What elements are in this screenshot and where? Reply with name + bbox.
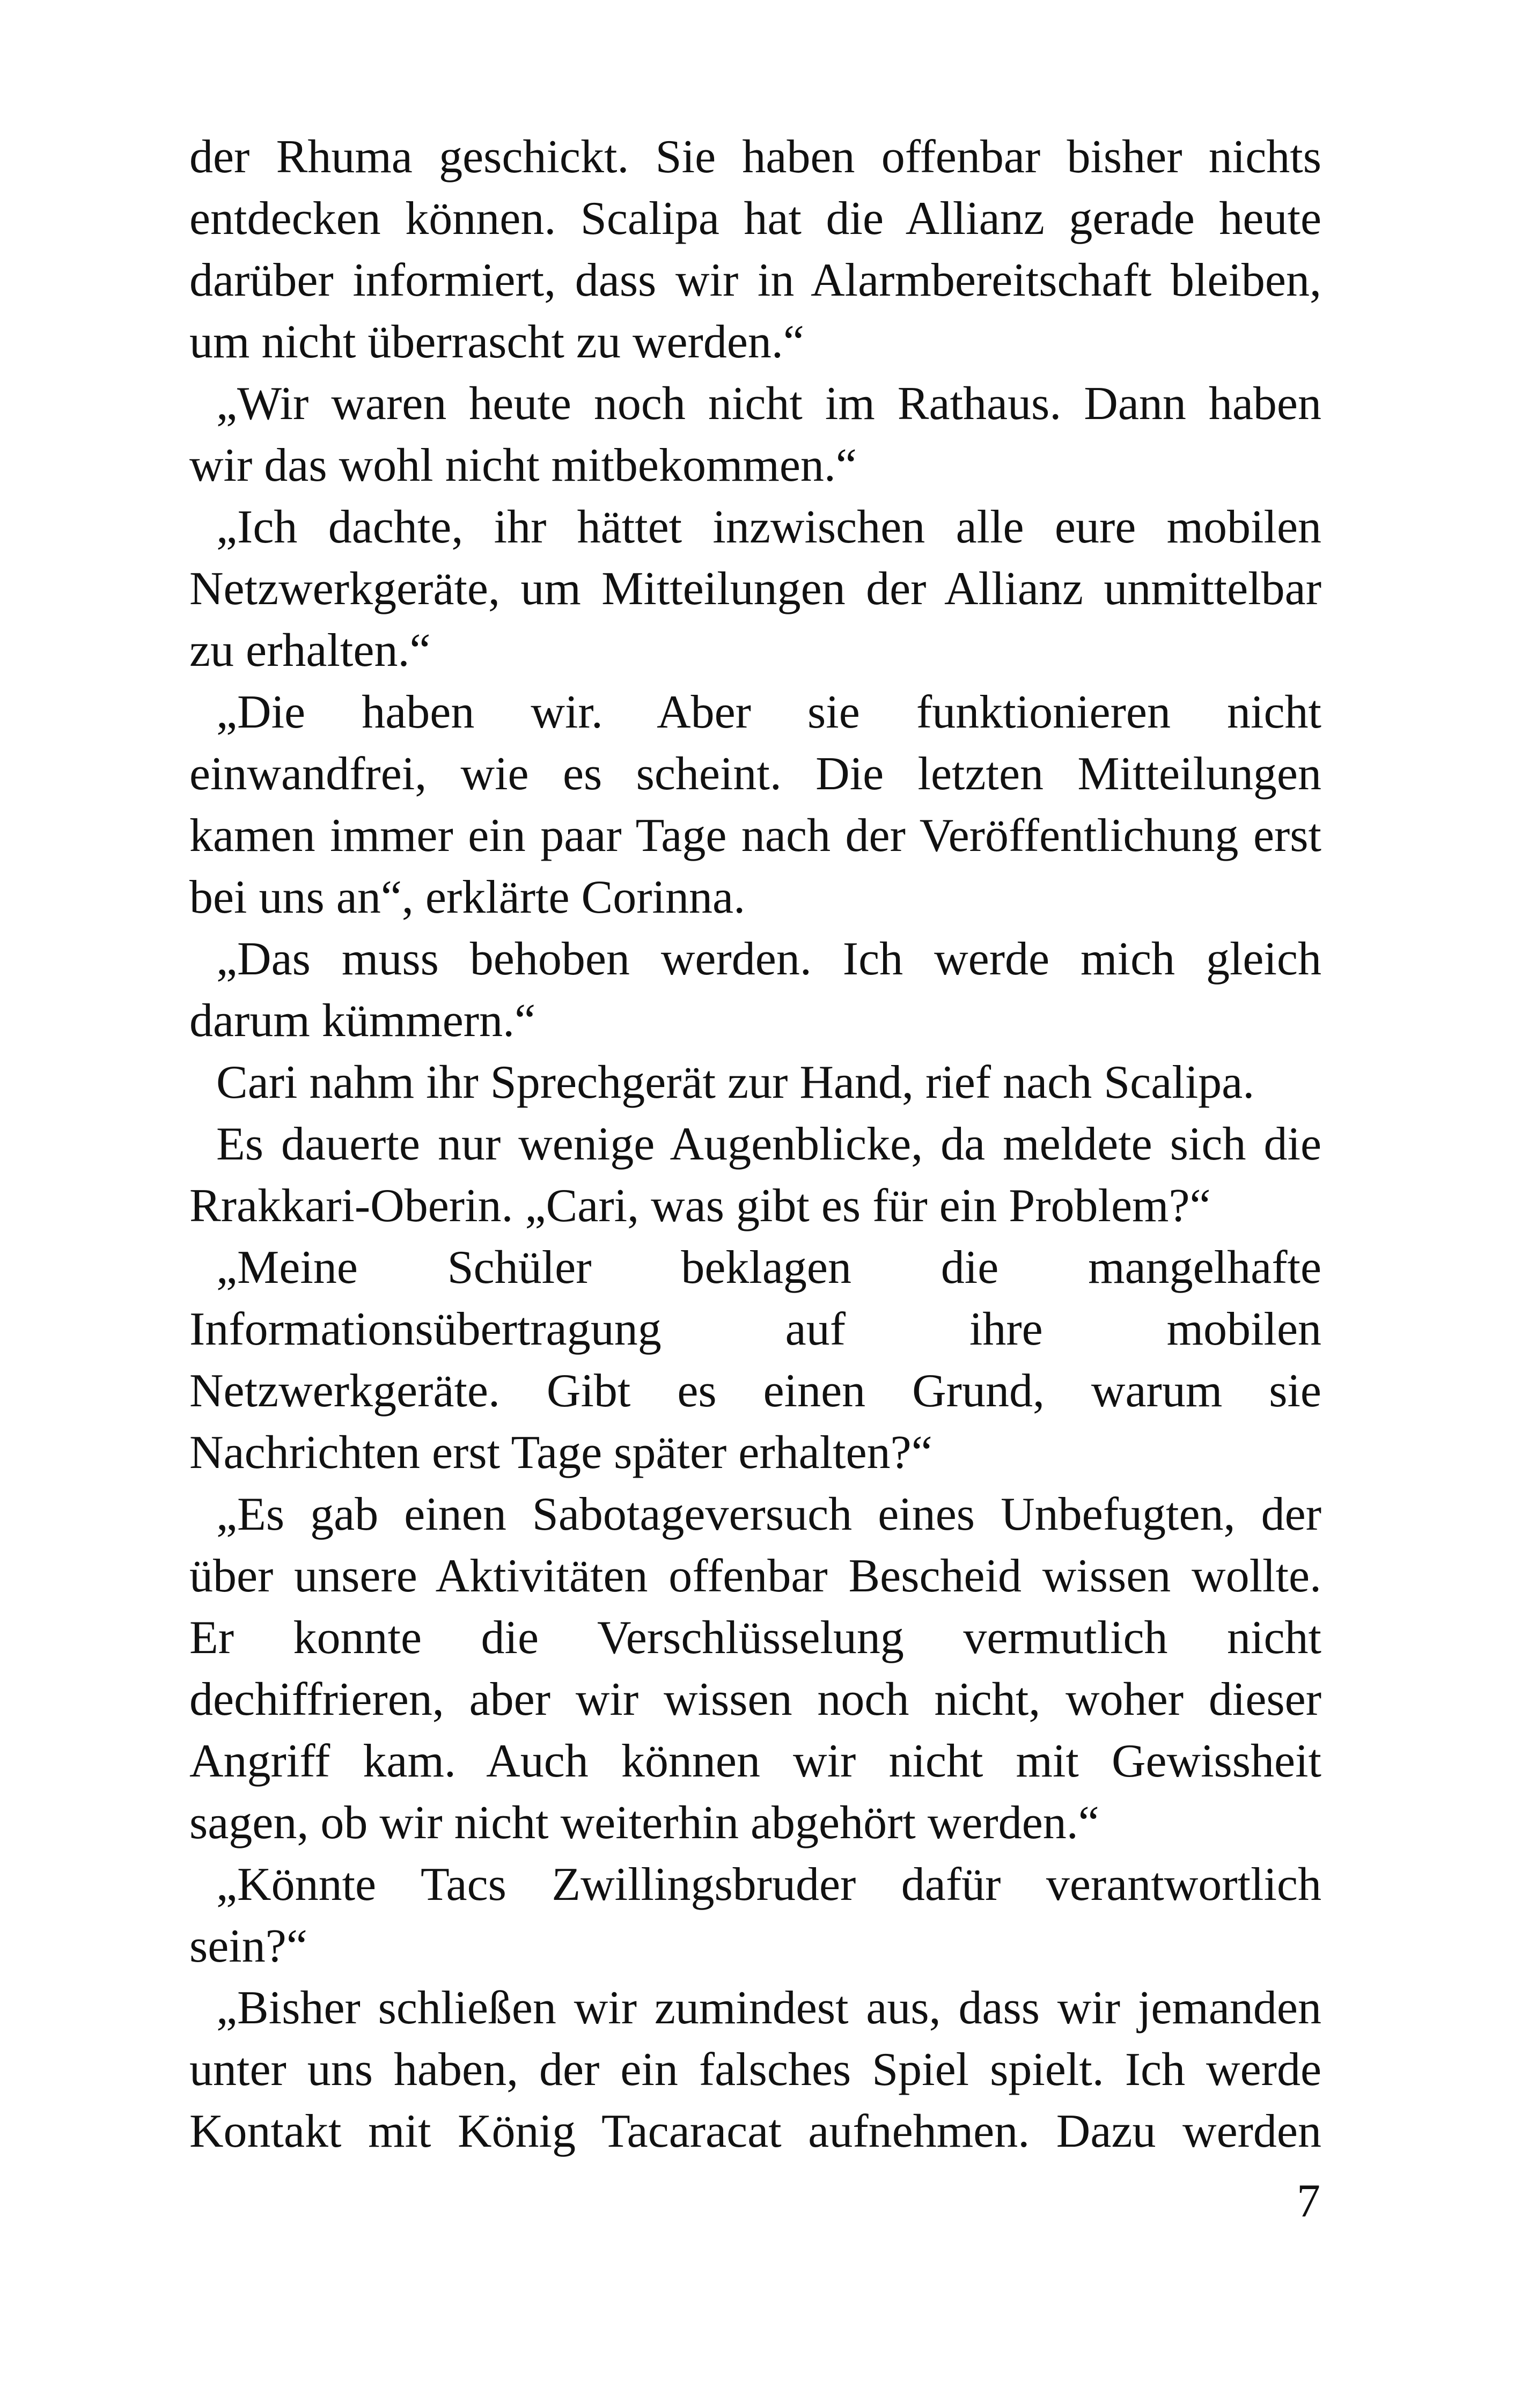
text-line: der Rhuma geschickt. Sie haben offenbar bisher nichts — [189, 131, 1321, 183]
text-line: „Könnte Tacs Zwillingsbruder dafür verantwortlich — [216, 1859, 1321, 1911]
text-line: Netzwerkgeräte. Gibt es einen Grund, warum sie — [189, 1365, 1321, 1417]
text-line: Nachrichten erst Tage später erhalten?“ — [189, 1427, 932, 1479]
text-line: entdecken können. Scalipa hat die Allianz gerade heute — [189, 193, 1321, 245]
text-line: sein?“ — [189, 1920, 307, 1972]
text-line: „Bisher schließen wir zumindest aus, dass wir jemanden — [216, 1982, 1321, 2034]
text-line: „Die haben wir. Aber sie funktionieren nicht — [216, 686, 1321, 738]
text-line: einwandfrei, wie es scheint. Die letzten Mitteilungen — [189, 748, 1321, 800]
text-line: wir das wohl nicht mitbekommen.“ — [189, 439, 857, 491]
text-line: um nicht überrascht zu werden.“ — [189, 316, 804, 368]
text-line: Er konnte die Verschlüsselung vermutlich nicht — [189, 1612, 1321, 1664]
text-line: „Meine Schüler beklagen die mangelhafte — [216, 1242, 1321, 1294]
text-line: „Wir waren heute noch nicht im Rathaus. Dann haben — [216, 378, 1321, 430]
text-line: über unsere Aktivitäten offenbar Bescheid wissen wollte. — [189, 1550, 1321, 1602]
text-line: Informationsübertragung auf ihre mobilen — [189, 1303, 1321, 1355]
text-line: „Ich dachte, ihr hättet inzwischen alle eure mobilen — [216, 501, 1321, 553]
text-line: „Es gab einen Sabotageversuch eines Unbefugten, der — [216, 1488, 1321, 1540]
text-line: unter uns haben, der ein falsches Spiel spielt. Ich werde — [189, 2044, 1321, 2096]
page-number: 7 — [1297, 2175, 1320, 2227]
text-line: Rrakkari-Oberin. „Cari, was gibt es für ein Problem?“ — [189, 1180, 1211, 1232]
text-line: dechiffrieren, aber wir wissen noch nicht, woher dieser — [189, 1673, 1321, 1726]
text-line: bei uns an“, erklärte Corinna. — [189, 871, 746, 923]
text-line: zu erhalten.“ — [189, 625, 431, 677]
text-line: darum kümmern.“ — [189, 995, 536, 1047]
text-line: Kontakt mit König Tacaracat aufnehmen. Dazu werden — [189, 2105, 1321, 2157]
text-line: darüber informiert, dass wir in Alarmbereitschaft bleiben, — [189, 254, 1321, 306]
text-line: Netzwerkgeräte, um Mitteilungen der Allianz unmittelbar — [189, 563, 1321, 615]
text-line: sagen, ob wir nicht weiterhin abgehört werden.“ — [189, 1797, 1099, 1849]
text-line: kamen immer ein paar Tage nach der Veröffentlichung erst — [189, 810, 1321, 862]
text-line: Angriff kam. Auch können wir nicht mit Gewissheit — [189, 1735, 1321, 1787]
text-line: Cari nahm ihr Sprechgerät zur Hand, rief nach Scalipa. — [216, 1056, 1255, 1108]
text-line: „Das muss behoben werden. Ich werde mich gleich — [216, 933, 1321, 985]
body-text — [189, 126, 1321, 2162]
text-line: Es dauerte nur wenige Augenblicke, da meldete sich die — [216, 1118, 1321, 1170]
